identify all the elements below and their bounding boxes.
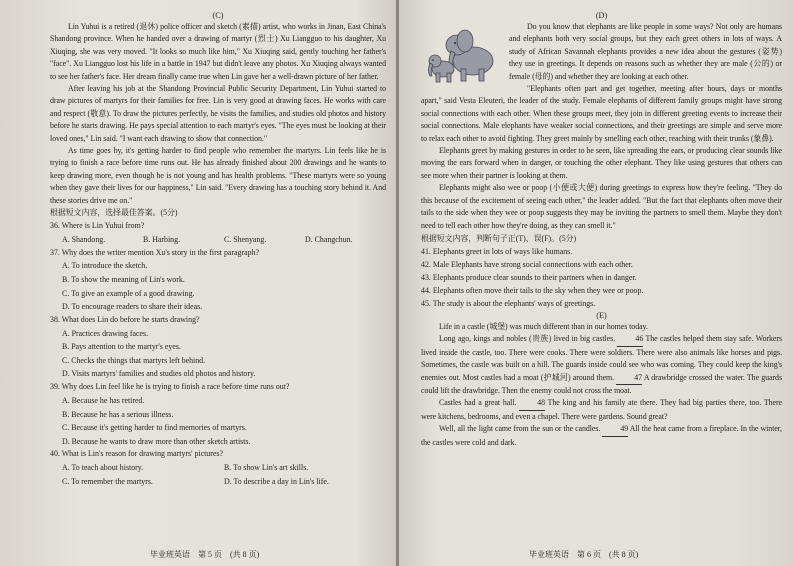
question-36: 36. Where is Lin Yuhui from? (50, 221, 145, 230)
option-d: D. Because he wants to draw more than other sketch artists. (62, 436, 251, 446)
passage-e-paragraph-2 (421, 397, 782, 423)
option-c: C. Checks the things that martyrs left behind. (62, 355, 206, 365)
question-40-options-row2 (50, 475, 386, 489)
passage-e-paragraph-1 (421, 333, 782, 397)
text-after: The castles helped them stay safe. Workers lived inside the castle, too. There were cooks. There were soldiers. There were also animals like horses and pigs. Sometimes, the castle was built on a hill. The guards inside could see who was coming. They could keep the king's enemies out. Most castles had a moat (护城河) around them. (421, 334, 782, 382)
statement-45: 45. The study is about the elephants' ways of greetings. (421, 298, 596, 308)
passage-e-paragraph-3 (421, 423, 782, 449)
section-d-title: (D) (595, 11, 608, 20)
page-footer-left: 毕业班英语 第 5 页 (共 8 页) (150, 550, 260, 559)
passage-c-paragraph-2: After leaving his job at the Shandong Provincial Public Security Department, Lin Yuhui started to draw pictures of martyrs for their families for free. Lin is very good at drawing faces. He works with care and respect (敬意). To draw the pictures perfectly, he visits the families, and studies old photos and history before he starts drawing. He pays special attention to each martyr's eyes. "The eyes must be looking at their loved ones," Lin said. "I want each drawing to show that connection." (50, 84, 386, 143)
statement-41: 41. Elephants greet in lots of ways like humans. (421, 246, 573, 256)
question-36-options (50, 233, 386, 247)
section-e-title: (E) (596, 310, 607, 320)
section-c-title: (C) (212, 11, 224, 20)
blank-46[interactable]: 46 (617, 333, 643, 346)
text-after: All the heat came from a fireplace. In the winter, the castles were cold and dark. (421, 424, 782, 447)
option-b: B. Harbing. (143, 234, 181, 244)
instruction-c: 根据短文内容，选择最佳答案。(5分) (50, 208, 178, 218)
option-d: D. Changchun. (305, 234, 353, 244)
elephant-illustration (421, 23, 501, 87)
page-6 (399, 0, 794, 566)
option-c: C. To remember the martyrs. (62, 476, 153, 486)
option-d: D. To describe a day in Lin's life. (224, 476, 329, 486)
option-a: A. Shandong. (62, 234, 106, 244)
text-after: The king and his family ate there. They had big parties there, too. There were kitchens, bedrooms, and even a chapel. There were gardens. Sound great? (421, 398, 783, 421)
option-a: A. Practices drawing faces. (62, 328, 149, 338)
blank-47[interactable]: 47 (616, 372, 642, 385)
option-d: D. To encourage readers to share their ideas. (62, 302, 203, 312)
text-before: Long ago, kings and nobles (贵族) lived in big castles. (439, 334, 616, 344)
option-b: B. Because he has a serious illness. (62, 409, 174, 419)
question-40-options-row1 (50, 461, 386, 475)
text-after: A drawbridge crossed the water. The guards could lift the drawbridge. Then the enemy could not cross the moat. (421, 372, 782, 395)
passage-c-paragraph-3: As time goes by, it's getting harder to find people who remember the martyrs. Lin feels like he is trying to finish a race before time runs out. He has already finished about 200 drawings and he wants to keep drawing more, even though he is not young and has health problems. "These martyrs were so young when they gave their lives for our happiness," Lin said. "Every drawing has a touching story behind it. And these stories drive me on." (50, 146, 386, 205)
question-38: 38. What does Lin do before he starts drawing? (50, 314, 200, 324)
option-b: B. Pays attention to the martyr's eyes. (62, 342, 181, 352)
passage-e-intro: Life in a castle (城堡) was much different than in our homes today. (439, 321, 648, 331)
option-a: A. To introduce the sketch. (62, 261, 148, 271)
option-c: C. Because it's getting harder to find memories of martyrs. (62, 423, 247, 433)
option-c: C. To give an example of a good drawing. (62, 288, 195, 298)
option-b: B. To show the meaning of Lin's work. (62, 275, 185, 284)
text-before: Castles had a great hall. (439, 398, 517, 408)
text-before: Well, all the light came from the sun or the candles. (439, 424, 601, 434)
passage-d-paragraph-3: Elephants greet by making gestures in order to be seen, like spreading the ears, or producing clear sounds like moving the ears forward when in danger, or touching the other elephant. They like using gestures that others can see more when their partner is looking at them. (421, 146, 782, 180)
option-d: D. Visits martyrs' families and studies old photos and history. (62, 369, 256, 379)
statement-44: 44. Elephants often move their tails to the sky when they wee or poop. (421, 285, 644, 295)
passage-d-paragraph-2: "Elephants often part and get together, meeting after hours, days or months apart," said Vesta Eleuteri, the leader of the study. Female elephants of different family groups might have strong social connections with each other. When these groups meet, they join in different greeting events to increase their social connections. Male elephants have weaker social connections, and their greetings are simple and serve more to relax each other to avoid fighting. They greet mainly by smelling each other, reaching with their trunks (象鼻). (421, 84, 782, 143)
option-c: C. Shenyang. (224, 234, 267, 244)
passage-d-paragraph-4: Elephants might also wee or poop (小便或大便) during greetings to express how they're feeling. "They do this because of the excitement of seeing each other," the leader added. "But the fact that elephants often move their tails to the side when they wee or poop suggests they may be inviting the partners to smell them. Maybe they don't need to tell each other how they're doing, as they can smell it." (421, 183, 782, 230)
option-a: A. To teach about history. (62, 463, 144, 473)
question-40: 40. What is Lin's reason for drawing martyrs' pictures? (50, 449, 223, 459)
statement-42: 42. Male Elephants have strong social connections with each other. (421, 259, 633, 269)
question-39: 39. Why does Lin feel like he is trying to finish a race before time runs out? (50, 382, 290, 392)
page-footer-right: 毕业班英语 第 6 页 (共 8 页) (529, 550, 639, 559)
page-5 (0, 0, 396, 566)
instruction-d: 根据短文内容，判断句子正(T)、误(F)。(5分) (421, 233, 577, 243)
statement-43: 43. Elephants produce clear sounds to their partners when in danger. (421, 272, 637, 282)
option-a: A. Because he has retired. (62, 395, 145, 405)
question-37: 37. Why does the writer mention Xu's story in the first paragraph? (50, 247, 260, 257)
blank-49[interactable]: 49 (602, 423, 628, 436)
passage-c-paragraph-1: Lin Yuhui is a retired (退休) police officer and sketch (素描) artist, who works in Jinan, East China's Shandong province. When he handed over a drawing of martyr (烈士) Xu Liangguo to his daughter, Xu Xiuqing, she was very moved. "It looks so much like him," Xu Xiuqing said, gently touching her father's "face". Xu Liangguo lost his life in a battle in 1947 but didn't leave any photos. Xu Xiuqing always wanted to see her father's face. Her dream finally came true when Lin gave her a well-drawn picture of her father. (50, 22, 386, 81)
blank-48[interactable]: 48 (519, 397, 545, 410)
passage-d-intro: Do you know that elephants are like people in some ways? Not only are humans and elephants both very social groups, but they each greet others in lots of ways. A study of African Savannah elephants provides a new idea about the gestures (姿势) they use in greetings. It depends on reasons such as whether they are male (公的) or female (母的) and whether they are looking at each other. (509, 22, 782, 81)
option-b: B. To show Lin's art skills. (224, 463, 309, 473)
